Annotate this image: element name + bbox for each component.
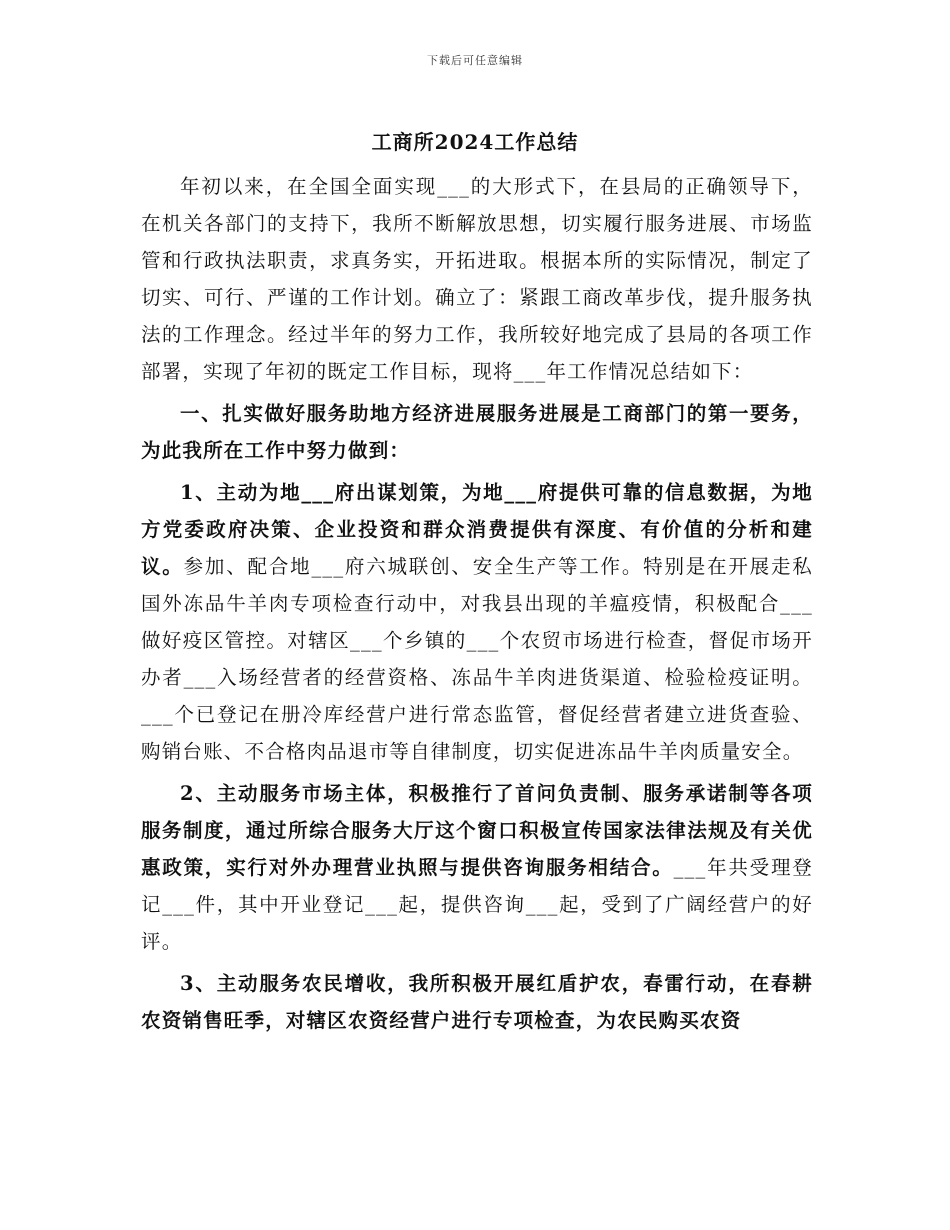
item-1-lead: 1、主动为地___府出谋划策，为地___府提供可靠的信息数据，为地方党委政府决策、企业投资和群众消费提供有深度、有价值的分析和建议。: [141, 481, 813, 578]
document-body: [141, 168, 813, 1039]
item-2-body: ___年共受理登记___件，其中开业登记___起，提供咨询___起，受到了广阔经营户的好评。: [141, 856, 813, 953]
item-1-body: 参加、配合地___府六城联创、安全生产等工作。特别是在开展走私国外冻品牛羊肉专项检查行动中，对我县出现的羊瘟疫情，积极配合___做好疫区管控。对辖区___个乡镇的___个农贸市场进行检查，督促市场开办者___入场经营者的经营资格、冻品牛羊肉进货渠道、检验检疫证明。___个已登记在册冷库经营户进行常态监管，督促经营者建立进货查验、购销台账、不合格肉品退市等自律制度，切实促进冻品牛羊肉质量安全。: [141, 555, 813, 763]
item-3-paragraph: 3、主动服务农民增收，我所积极开展红盾护农，春雷行动，在春耕农资销售旺季，对辖区农资经营户进行专项检查，为农民购买农资: [141, 972, 813, 1032]
section-heading: 一、扎实做好服务助地方经济进展服务进展是工商部门的第一要务，为此我所在工作中努力做到：: [141, 402, 813, 462]
item-2-paragraph: [141, 775, 813, 960]
header-note: 下载后可任意编辑: [427, 54, 523, 67]
intro-paragraph: 年初以来，在全国全面实现___的大形式下，在县局的正确领导下，在机关各部门的支持下，我所不断解放思想，切实履行服务进展、市场监管和行政执法职责，求真务实，开拓进取。根据本所的实际情况，制定了切实、可行、严谨的工作计划。确立了：紧跟工商改革步伐，提升服务执法的工作理念。经过半年的努力工作，我所较好地完成了县局的各项工作部署，实现了年初的既定工作目标，现将___年工作情况总结如下：: [141, 175, 813, 383]
item-1-paragraph: [141, 474, 813, 770]
document-title: 工商所2024工作总结: [371, 130, 579, 154]
item-2-lead: 2、主动服务市场主体，积极推行了首问负责制、服务承诺制等各项服务制度，通过所综合服务大厅这个窗口积极宣传国家法律法规及有关优惠政策，实行对外办理营业执照与提供咨询服务相结合。: [141, 782, 813, 879]
